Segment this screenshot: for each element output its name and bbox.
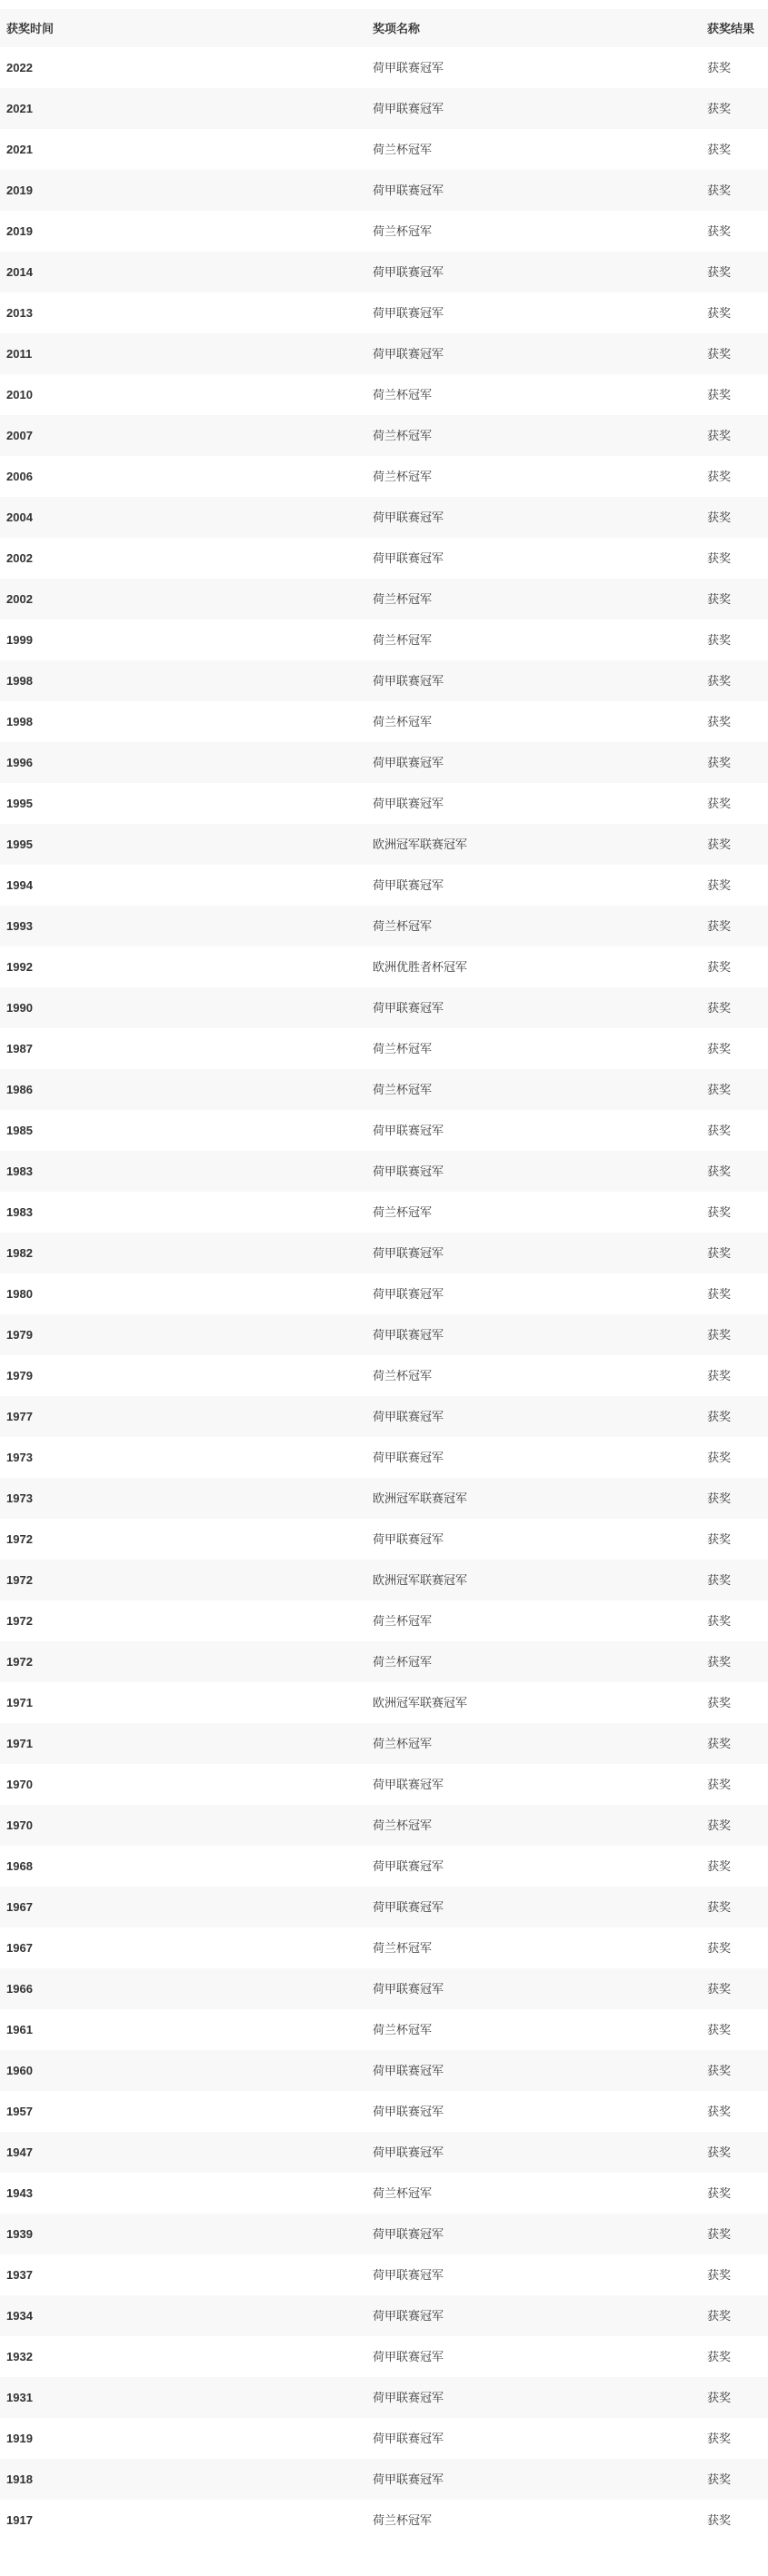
award-name-cell: 荷兰杯冠军 [373, 1941, 433, 1955]
award-name-cell: 欧洲冠军联赛冠军 [373, 1491, 468, 1505]
award-year-cell: 1967 [6, 1941, 33, 1955]
table-row [0, 1396, 768, 1437]
award-year-cell: 1943 [6, 2186, 33, 2200]
award-result-cell: 获奖 [707, 1614, 732, 1628]
award-name-cell: 荷甲联赛冠军 [373, 1164, 444, 1178]
table-row [0, 660, 768, 701]
award-year-cell: 1968 [6, 1859, 33, 1873]
column-header-award-time: 获奖时间 [6, 21, 55, 35]
table-row [0, 987, 768, 1028]
award-year-cell: 1995 [6, 837, 33, 851]
table-row [0, 1600, 768, 1641]
table-row [0, 1110, 768, 1151]
award-name-cell: 荷兰杯冠军 [373, 143, 433, 156]
award-year-cell: 1939 [6, 2227, 33, 2241]
award-year-cell: 2006 [6, 470, 33, 483]
award-name-cell: 荷甲联赛冠军 [373, 2350, 444, 2363]
award-name-cell: 荷甲联赛冠军 [373, 2268, 444, 2282]
award-result-cell: 获奖 [707, 2391, 732, 2404]
table-row [0, 1846, 768, 1887]
award-year-cell: 1994 [6, 878, 33, 892]
column-header-award-result: 获奖结果 [707, 21, 755, 35]
award-year-cell: 1961 [6, 2023, 33, 2036]
table-row [0, 701, 768, 742]
table-row [0, 1764, 768, 1805]
table-row [0, 2336, 768, 2377]
award-result-cell: 获奖 [707, 633, 732, 647]
award-name-cell: 欧洲冠军联赛冠军 [373, 1696, 468, 1709]
table-row [0, 1682, 768, 1723]
award-name-cell: 荷甲联赛冠军 [373, 878, 444, 892]
award-result-cell: 获奖 [707, 1001, 732, 1015]
award-year-cell: 1970 [6, 1778, 33, 1791]
award-result-cell: 获奖 [707, 1778, 732, 1791]
table-row [0, 824, 768, 865]
award-year-cell: 1979 [6, 1328, 33, 1342]
award-result-cell: 获奖 [707, 1369, 732, 1382]
award-year-cell: 1967 [6, 1900, 33, 1914]
table-row [0, 1478, 768, 1519]
award-result-cell: 获奖 [707, 429, 732, 442]
award-name-cell: 荷甲联赛冠军 [373, 2472, 444, 2486]
award-result-cell: 获奖 [707, 837, 732, 851]
award-year-cell: 1919 [6, 2432, 33, 2445]
award-result-cell: 获奖 [707, 1083, 732, 1096]
award-year-cell: 2022 [6, 61, 33, 74]
award-name-cell: 荷甲联赛冠军 [373, 551, 444, 565]
award-name-cell: 荷甲联赛冠军 [373, 510, 444, 524]
award-result-cell: 获奖 [707, 2023, 732, 2036]
award-result-cell: 获奖 [707, 919, 732, 933]
award-year-cell: 2011 [6, 347, 33, 361]
award-result-cell: 获奖 [707, 960, 732, 974]
award-result-cell: 获奖 [707, 756, 732, 769]
award-name-cell: 荷兰杯冠军 [373, 1205, 433, 1219]
award-year-cell: 1966 [6, 1982, 33, 1996]
award-result-cell: 获奖 [707, 1124, 732, 1137]
award-result-cell: 获奖 [707, 2145, 732, 2159]
award-name-cell: 荷兰杯冠军 [373, 1737, 433, 1750]
award-year-cell: 1970 [6, 1818, 33, 1832]
award-year-cell: 1972 [6, 1614, 33, 1628]
award-year-cell: 2019 [6, 224, 33, 238]
award-result-cell: 获奖 [707, 1818, 732, 1832]
award-name-cell: 荷甲联赛冠军 [373, 756, 444, 769]
award-name-cell: 荷兰杯冠军 [373, 2023, 433, 2036]
award-result-cell: 获奖 [707, 715, 732, 728]
award-name-cell: 荷兰杯冠军 [373, 1614, 433, 1628]
table-row [0, 1314, 768, 1355]
table-row [0, 619, 768, 660]
table-row [0, 1192, 768, 1233]
table-row [0, 374, 768, 415]
award-result-cell: 获奖 [707, 1042, 732, 1055]
table-row [0, 2295, 768, 2336]
award-name-cell: 荷兰杯冠军 [373, 633, 433, 647]
award-result-cell: 获奖 [707, 224, 732, 238]
award-result-cell: 获奖 [707, 306, 732, 320]
award-result-cell: 获奖 [707, 61, 732, 74]
award-name-cell: 荷甲联赛冠军 [373, 1778, 444, 1791]
award-name-cell: 荷甲联赛冠军 [373, 2309, 444, 2323]
award-name-cell: 荷兰杯冠军 [373, 592, 433, 606]
award-year-cell: 1971 [6, 1696, 33, 1709]
award-result-cell: 获奖 [707, 1941, 732, 1955]
award-result-cell: 获奖 [707, 1164, 732, 1178]
award-result-cell: 获奖 [707, 265, 732, 279]
award-name-cell: 荷甲联赛冠军 [373, 1900, 444, 1914]
table-row [0, 1273, 768, 1314]
table-row [0, 333, 768, 374]
award-result-cell: 获奖 [707, 2350, 732, 2363]
award-result-cell: 获奖 [707, 143, 732, 156]
award-result-cell: 获奖 [707, 2227, 732, 2241]
award-result-cell: 获奖 [707, 1859, 732, 1873]
award-name-cell: 荷甲联赛冠军 [373, 347, 444, 361]
award-name-cell: 荷甲联赛冠军 [373, 2227, 444, 2241]
award-year-cell: 1996 [6, 756, 33, 769]
award-result-cell: 获奖 [707, 1205, 732, 1219]
award-name-cell: 荷兰杯冠军 [373, 2186, 433, 2200]
table-row [0, 2132, 768, 2173]
table-row [0, 1887, 768, 1927]
table-row [0, 1233, 768, 1273]
award-name-cell: 荷甲联赛冠军 [373, 1982, 444, 1996]
table-row [0, 1641, 768, 1682]
award-year-cell: 2007 [6, 429, 33, 442]
table-row [0, 2214, 768, 2254]
award-result-cell: 获奖 [707, 1737, 732, 1750]
award-result-cell: 获奖 [707, 347, 732, 361]
award-year-cell: 1917 [6, 2513, 33, 2527]
table-row [0, 211, 768, 252]
award-year-cell: 1947 [6, 2145, 33, 2159]
table-row [0, 742, 768, 783]
table-row [0, 1028, 768, 1069]
table-row [0, 2377, 768, 2418]
award-result-cell: 获奖 [707, 674, 732, 688]
table-row [0, 2418, 768, 2459]
table-row [0, 2459, 768, 2500]
award-name-cell: 欧洲冠军联赛冠军 [373, 1573, 468, 1587]
award-year-cell: 1979 [6, 1369, 33, 1382]
award-result-cell: 获奖 [707, 1246, 732, 1260]
award-name-cell: 荷兰杯冠军 [373, 1083, 433, 1096]
table-row [0, 906, 768, 946]
award-result-cell: 获奖 [707, 1900, 732, 1914]
table-row [0, 456, 768, 497]
award-result-cell: 获奖 [707, 2472, 732, 2486]
award-result-cell: 获奖 [707, 1573, 732, 1587]
award-year-cell: 1972 [6, 1655, 33, 1669]
award-result-cell: 获奖 [707, 878, 732, 892]
award-result-cell: 获奖 [707, 551, 732, 565]
award-result-cell: 获奖 [707, 1655, 732, 1669]
award-year-cell: 1918 [6, 2472, 33, 2486]
award-year-cell: 1937 [6, 2268, 33, 2282]
award-result-cell: 获奖 [707, 1982, 732, 1996]
table-row [0, 865, 768, 906]
award-result-cell: 获奖 [707, 102, 732, 115]
table-row [0, 2173, 768, 2214]
award-name-cell: 荷甲联赛冠军 [373, 102, 444, 115]
award-name-cell: 荷甲联赛冠军 [373, 1532, 444, 1546]
award-name-cell: 荷兰杯冠军 [373, 224, 433, 238]
award-result-cell: 获奖 [707, 1491, 732, 1505]
column-header-award-name: 奖项名称 [373, 21, 421, 35]
award-year-cell: 1982 [6, 1246, 33, 1260]
table-row [0, 170, 768, 211]
award-name-cell: 荷兰杯冠军 [373, 1818, 433, 1832]
award-name-cell: 荷甲联赛冠军 [373, 2105, 444, 2118]
award-year-cell: 1990 [6, 1001, 33, 1015]
award-result-cell: 获奖 [707, 2064, 732, 2077]
award-name-cell: 荷甲联赛冠军 [373, 61, 444, 74]
award-name-cell: 荷兰杯冠军 [373, 2513, 433, 2527]
award-name-cell: 荷甲联赛冠军 [373, 2391, 444, 2404]
award-result-cell: 获奖 [707, 470, 732, 483]
award-result-cell: 获奖 [707, 510, 732, 524]
award-year-cell: 2002 [6, 592, 33, 606]
award-name-cell: 荷甲联赛冠军 [373, 1001, 444, 1015]
award-year-cell: 2014 [6, 265, 33, 279]
table-row [0, 497, 768, 538]
award-year-cell: 1992 [6, 960, 33, 974]
award-result-cell: 获奖 [707, 592, 732, 606]
table-row [0, 1151, 768, 1192]
award-year-cell: 1998 [6, 715, 33, 728]
award-year-cell: 1985 [6, 1124, 33, 1137]
award-year-cell: 2021 [6, 143, 33, 156]
award-year-cell: 1972 [6, 1573, 33, 1587]
award-year-cell: 1998 [6, 674, 33, 688]
award-year-cell: 1995 [6, 797, 33, 810]
award-name-cell: 荷甲联赛冠军 [373, 2064, 444, 2077]
award-name-cell: 荷甲联赛冠军 [373, 1328, 444, 1342]
table-row [0, 1723, 768, 1764]
table-row [0, 1968, 768, 2009]
award-year-cell: 1957 [6, 2105, 33, 2118]
table-row [0, 1805, 768, 1846]
award-year-cell: 1931 [6, 2391, 33, 2404]
table-row [0, 2254, 768, 2295]
award-name-cell: 荷兰杯冠军 [373, 1655, 433, 1669]
award-name-cell: 荷兰杯冠军 [373, 429, 433, 442]
award-result-cell: 获奖 [707, 388, 732, 401]
award-year-cell: 1987 [6, 1042, 33, 1055]
award-year-cell: 1971 [6, 1737, 33, 1750]
award-result-cell: 获奖 [707, 1532, 732, 1546]
award-year-cell: 2010 [6, 388, 33, 401]
award-year-cell: 1977 [6, 1410, 33, 1423]
table-row [0, 47, 768, 88]
table-row [0, 538, 768, 579]
award-year-cell: 1932 [6, 2350, 33, 2363]
award-year-cell: 2021 [6, 102, 33, 115]
award-name-cell: 荷兰杯冠军 [373, 919, 433, 933]
table-row [0, 2091, 768, 2132]
award-year-cell: 1986 [6, 1083, 33, 1096]
award-name-cell: 荷甲联赛冠军 [373, 265, 444, 279]
award-result-cell: 获奖 [707, 2309, 732, 2323]
award-year-cell: 1993 [6, 919, 33, 933]
award-year-cell: 1999 [6, 633, 33, 647]
award-name-cell: 荷兰杯冠军 [373, 1369, 433, 1382]
award-name-cell: 荷兰杯冠军 [373, 1042, 433, 1055]
award-year-cell: 2019 [6, 183, 33, 197]
award-result-cell: 获奖 [707, 1696, 732, 1709]
award-result-cell: 获奖 [707, 1287, 732, 1301]
table-row [0, 292, 768, 333]
award-name-cell: 欧洲优胜者杯冠军 [373, 960, 468, 974]
award-result-cell: 获奖 [707, 2432, 732, 2445]
award-name-cell: 荷甲联赛冠军 [373, 1124, 444, 1137]
award-year-cell: 2013 [6, 306, 33, 320]
award-result-cell: 获奖 [707, 2513, 732, 2527]
table-row [0, 1437, 768, 1478]
table-row [0, 1927, 768, 1968]
award-name-cell: 荷甲联赛冠军 [373, 674, 444, 688]
award-name-cell: 欧洲冠军联赛冠军 [373, 837, 468, 851]
award-name-cell: 荷甲联赛冠军 [373, 1287, 444, 1301]
award-year-cell: 1983 [6, 1164, 33, 1178]
award-result-cell: 获奖 [707, 183, 732, 197]
award-year-cell: 1983 [6, 1205, 33, 1219]
table-row [0, 2050, 768, 2091]
award-year-cell: 1960 [6, 2064, 33, 2077]
table-row [0, 88, 768, 129]
table-row [0, 415, 768, 456]
award-year-cell: 2004 [6, 510, 33, 524]
award-year-cell: 1972 [6, 1532, 33, 1546]
award-year-cell: 1934 [6, 2309, 33, 2323]
award-result-cell: 获奖 [707, 1451, 732, 1464]
table-row [0, 1355, 768, 1396]
award-records-table [0, 9, 768, 2541]
award-name-cell: 荷兰杯冠军 [373, 470, 433, 483]
table-row [0, 1519, 768, 1560]
table-row [0, 1069, 768, 1110]
table-row [0, 946, 768, 987]
award-name-cell: 荷甲联赛冠军 [373, 1859, 444, 1873]
award-year-cell: 2002 [6, 551, 33, 565]
award-name-cell: 荷兰杯冠军 [373, 388, 433, 401]
award-name-cell: 荷兰杯冠军 [373, 715, 433, 728]
award-result-cell: 获奖 [707, 2268, 732, 2282]
table-row [0, 1560, 768, 1600]
table-header-row [0, 9, 768, 47]
table-row [0, 2009, 768, 2050]
award-name-cell: 荷甲联赛冠军 [373, 2432, 444, 2445]
award-result-cell: 获奖 [707, 1410, 732, 1423]
award-name-cell: 荷甲联赛冠军 [373, 2145, 444, 2159]
award-name-cell: 荷甲联赛冠军 [373, 306, 444, 320]
award-year-cell: 1973 [6, 1451, 33, 1464]
award-year-cell: 1973 [6, 1491, 33, 1505]
award-name-cell: 荷甲联赛冠军 [373, 1246, 444, 1260]
award-result-cell: 获奖 [707, 2105, 732, 2118]
award-name-cell: 荷甲联赛冠军 [373, 797, 444, 810]
table-row [0, 579, 768, 619]
award-name-cell: 荷甲联赛冠军 [373, 183, 444, 197]
award-result-cell: 获奖 [707, 797, 732, 810]
award-year-cell: 1980 [6, 1287, 33, 1301]
award-result-cell: 获奖 [707, 2186, 732, 2200]
table-row [0, 783, 768, 824]
table-row [0, 2500, 768, 2541]
award-result-cell: 获奖 [707, 1328, 732, 1342]
table-row [0, 252, 768, 292]
award-name-cell: 荷甲联赛冠军 [373, 1451, 444, 1464]
award-name-cell: 荷甲联赛冠军 [373, 1410, 444, 1423]
table-row [0, 129, 768, 170]
